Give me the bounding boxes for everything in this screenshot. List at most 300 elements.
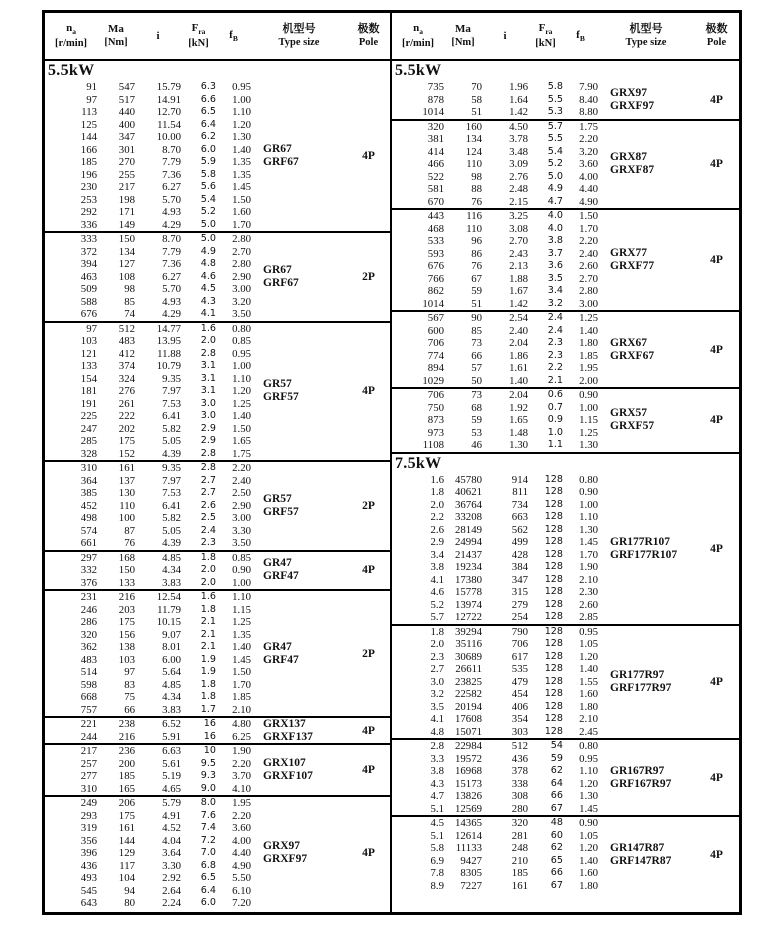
cell-na: 600 — [427, 324, 444, 337]
header-symbol — [444, 22, 482, 36]
header-symbol-text: 极数 — [357, 23, 380, 36]
cell-na: 113 — [81, 106, 97, 118]
cell-fb: 2.20 — [232, 462, 251, 474]
cell-fra: 64 — [550, 777, 563, 789]
cell-i: 2.04 — [509, 389, 528, 401]
cell-fra: 6.5 — [200, 872, 216, 883]
cell-i: 4.93 — [162, 206, 181, 218]
pole-label: 4P — [710, 343, 723, 356]
cell-fb: 1.95 — [579, 362, 598, 374]
cell-fra: 4.5 — [200, 283, 216, 294]
cell-fra: 5.8 — [547, 81, 563, 92]
cell-fra: 2.7 — [200, 487, 216, 498]
cell-ma: 85 — [124, 295, 135, 308]
cell-ma: 165 — [118, 782, 135, 795]
cell-fra: 1.7 — [200, 703, 216, 715]
cell-fra: 2.6 — [200, 499, 216, 511]
cell-fra: 5.5 — [547, 133, 563, 144]
cell-fra: 2.5 — [200, 512, 216, 523]
cell-ma: 26611 — [455, 663, 482, 675]
cell-ma: 412 — [118, 347, 135, 360]
cell-i: 4.04 — [162, 834, 181, 847]
cell-fb: 0.85 — [232, 335, 251, 347]
cell-i: 14.77 — [156, 322, 181, 335]
cell-fb: 3.60 — [579, 158, 598, 170]
cell-fb: 1.85 — [232, 691, 251, 703]
cell-i: 4.29 — [162, 308, 181, 320]
cell-na: 91 — [86, 81, 97, 93]
cell-fra: 5.0 — [200, 233, 216, 244]
cell-fb: 1.80 — [579, 337, 598, 349]
cell-fb: 0.80 — [232, 322, 251, 335]
cell-i: 4.29 — [162, 218, 181, 231]
cell-ma: 124 — [465, 145, 482, 158]
cell-na: 191 — [80, 397, 97, 410]
spec-block — [45, 233, 390, 323]
cell-i: 303 — [511, 725, 528, 738]
cell-na: 3.4 — [430, 548, 444, 561]
cell-fra: 128 — [544, 725, 563, 737]
cell-ma: 11133 — [455, 842, 482, 854]
cell-fra: 8.0 — [200, 797, 216, 808]
header-cell — [135, 29, 181, 43]
header-cell — [598, 22, 694, 50]
cell-fra: 3.0 — [200, 397, 216, 409]
type-size-line: GRXF77 — [610, 260, 655, 272]
header-symbol — [392, 21, 444, 37]
cell-fra: 2.3 — [547, 349, 563, 361]
cell-fb: 0.95 — [579, 752, 598, 765]
cell-na: 581 — [427, 183, 444, 195]
cell-i: 5.70 — [162, 193, 181, 206]
type-size-line: GRF57 — [263, 505, 299, 518]
cell-fb: 2.40 — [579, 247, 598, 260]
cell-fra: 128 — [544, 561, 563, 572]
cell-fra: 128 — [544, 638, 563, 649]
cell-i: 8.01 — [162, 641, 181, 653]
cell-fb: 1.20 — [579, 650, 598, 663]
cell-na: 3.2 — [430, 688, 444, 700]
cell-ma: 98 — [471, 170, 482, 183]
cell-i: 3.83 — [162, 703, 181, 716]
cell-i: 210 — [511, 854, 528, 867]
cell-fra: 6.0 — [200, 897, 216, 908]
cell-fb: 6.10 — [232, 884, 251, 897]
cell-i: 5.82 — [162, 512, 181, 524]
cell-fra: 65 — [550, 854, 563, 866]
cell-fb: 1.25 — [579, 426, 598, 439]
cell-ma: 216 — [118, 591, 135, 603]
cell-i: 3.09 — [509, 158, 528, 170]
cell-i: 2.54 — [509, 312, 528, 324]
type-size-label — [251, 552, 347, 590]
cell-i: 248 — [511, 842, 528, 854]
cell-ma: 90 — [471, 312, 482, 324]
cell-na: 588 — [80, 295, 97, 308]
cell-ma: 15173 — [455, 777, 482, 790]
cell-ma: 76 — [471, 195, 482, 208]
cell-fra: 5.4 — [200, 193, 216, 205]
cell-na: 394 — [80, 258, 97, 270]
header-unit: [r/min] — [401, 38, 435, 50]
cell-ma: 98 — [124, 283, 135, 295]
cell-ma: 22582 — [455, 688, 482, 700]
cell-i: 4.85 — [162, 551, 181, 564]
cell-fra: 2.1 — [200, 641, 216, 652]
cell-i: 4.34 — [162, 564, 181, 576]
cell-na: 643 — [80, 897, 97, 909]
cell-ma: 66 — [124, 703, 135, 716]
cell-fra: 48 — [550, 817, 563, 828]
cell-fb: 1.00 — [579, 401, 598, 414]
cell-na: 414 — [427, 145, 444, 158]
cell-i: 378 — [511, 765, 528, 777]
cell-fra: 2.0 — [200, 335, 216, 346]
cell-ma: 161 — [118, 822, 135, 834]
cell-na: 466 — [427, 158, 444, 170]
cell-ma: 171 — [118, 206, 135, 218]
cell-fb: 4.90 — [579, 195, 598, 208]
cell-i: 1.40 — [509, 374, 528, 387]
cell-i: 8.70 — [162, 233, 181, 245]
cell-na: 676 — [80, 308, 97, 320]
cell-fra: 2.4 — [547, 324, 563, 336]
cell-fra: 1.8 — [200, 678, 216, 690]
cell-ma: 20194 — [455, 700, 482, 713]
cell-ma: 149 — [118, 218, 135, 231]
cell-ma: 80 — [124, 897, 135, 909]
cell-i: 4.50 — [509, 120, 528, 133]
cell-fb: 1.20 — [232, 118, 251, 131]
cell-fra: 62 — [550, 842, 563, 853]
cell-ma: 58 — [471, 93, 482, 106]
type-size-line: GRXF87 — [610, 164, 655, 177]
cell-fb: 2.80 — [579, 285, 598, 297]
cell-i: 428 — [511, 548, 528, 561]
cell-i: 2.13 — [509, 260, 528, 272]
cell-fb: 1.10 — [579, 765, 598, 777]
header-unit: [Nm] — [451, 37, 475, 49]
cell-fra: 6.4 — [200, 118, 216, 130]
cell-i: 3.25 — [509, 210, 528, 222]
cell-fra: 3.8 — [547, 235, 563, 246]
cell-na: 328 — [80, 447, 97, 460]
header-cell — [45, 21, 97, 51]
cell-ma: 110 — [119, 499, 135, 512]
cell-i: 11.54 — [157, 118, 181, 131]
cell-na: 125 — [80, 118, 97, 131]
power-rating-label: 7.5kW — [395, 454, 442, 472]
type-size-line: GRXF57 — [610, 420, 655, 433]
cell-fra: 2.1 — [547, 374, 563, 386]
cell-na: 676 — [427, 260, 444, 272]
cell-ma: 76 — [124, 537, 135, 549]
cell-i: 280 — [511, 802, 528, 815]
type-size-label — [251, 718, 347, 743]
cell-fb: 1.00 — [232, 93, 251, 106]
cell-ma: 36764 — [455, 498, 482, 511]
pole-label: 4P — [710, 158, 723, 171]
cell-ma: 39294 — [455, 625, 482, 638]
cell-fb: 0.90 — [579, 817, 598, 829]
cell-i: 2.48 — [509, 183, 528, 195]
cell-fb: 0.90 — [232, 564, 251, 576]
cell-na: 4.3 — [430, 777, 444, 790]
header-unit: [Nm] — [104, 37, 128, 49]
cell-na: 598 — [80, 678, 97, 691]
cell-ma: 156 — [118, 628, 135, 641]
cell-fb: 4.40 — [579, 183, 598, 195]
cell-fb: 1.40 — [232, 143, 251, 156]
cell-ma: 17380 — [455, 573, 482, 586]
pole-label: 4P — [710, 542, 723, 555]
cell-ma: 400 — [118, 118, 135, 131]
cell-ma: 517 — [118, 93, 135, 106]
cell-i: 4.39 — [162, 537, 181, 549]
cell-na: 1014 — [422, 106, 444, 118]
cell-fra: 128 — [544, 523, 563, 535]
cell-ma: 161 — [118, 462, 135, 474]
cell-na: 320 — [80, 628, 97, 641]
cell-ma: 86 — [471, 247, 482, 260]
type-size-line: GRX97 — [263, 840, 301, 853]
cell-ma: 97 — [124, 666, 135, 678]
header-subscript: ra — [545, 27, 553, 37]
header-symbol-text: 机型号 — [629, 23, 663, 36]
cell-na: 121 — [80, 347, 97, 360]
cell-na: 873 — [427, 414, 444, 426]
cell-fra: 7.0 — [200, 847, 216, 858]
type-size-line: GR167R97 — [610, 764, 665, 777]
cell-i: 11.79 — [157, 603, 181, 616]
cell-i: 3.30 — [162, 859, 181, 872]
header-unit: [kN] — [535, 38, 556, 50]
cell-fra: 128 — [544, 611, 563, 622]
cell-ma: 152 — [118, 447, 135, 460]
cell-fra: 5.5 — [547, 93, 563, 105]
cell-ma: 116 — [466, 210, 482, 222]
cell-ma: 59 — [471, 414, 482, 426]
cell-na: 2.0 — [430, 638, 444, 650]
cell-i: 9.35 — [162, 462, 181, 474]
cell-na: 766 — [427, 272, 444, 285]
cell-fb: 3.00 — [579, 297, 598, 310]
cell-fb: 2.20 — [232, 757, 251, 770]
cell-i: 4.39 — [162, 447, 181, 460]
cell-na: 1.8 — [430, 625, 444, 638]
cell-fb: 3.00 — [232, 512, 251, 524]
cell-i: 1.30 — [509, 439, 528, 451]
cell-i: 562 — [511, 523, 528, 536]
cell-fra: 3.5 — [547, 272, 563, 284]
cell-i: 5.82 — [162, 422, 181, 435]
cell-i: 4.93 — [162, 295, 181, 308]
cell-i: 436 — [511, 752, 528, 765]
cell-ma: 57 — [471, 362, 482, 374]
cell-na: 246 — [80, 603, 97, 616]
cell-na: 498 — [80, 512, 97, 524]
cell-ma: 33208 — [455, 511, 482, 523]
pole-label: 4P — [362, 847, 375, 860]
cell-i: 2.92 — [162, 872, 181, 884]
cell-na: 5.1 — [430, 829, 444, 842]
cell-na: 2.0 — [430, 498, 444, 511]
cell-fb: 1.10 — [232, 372, 251, 385]
cell-fb: 3.20 — [232, 295, 251, 308]
cell-ma: 40621 — [455, 486, 482, 498]
spec-block — [45, 462, 390, 552]
cell-fra: 0.9 — [547, 414, 563, 425]
cell-na: 166 — [80, 143, 97, 156]
header-cell — [347, 22, 390, 50]
cell-i: 6.00 — [162, 653, 181, 666]
cell-ma: 35116 — [455, 638, 482, 650]
cell-ma: 202 — [118, 422, 135, 435]
cell-fra: 2.4 — [547, 312, 563, 323]
cell-na: 3.0 — [430, 675, 444, 688]
cell-ma: 22984 — [455, 740, 482, 752]
cell-na: 706 — [427, 389, 444, 401]
cell-i: 320 — [511, 817, 528, 829]
cell-i: 3.64 — [162, 847, 181, 859]
header-symbol-text: f — [576, 29, 580, 42]
cell-fb: 1.00 — [232, 576, 251, 589]
pole-label: 4P — [710, 414, 723, 427]
cell-na: 483 — [80, 653, 97, 666]
type-size-line: GRX57 — [610, 407, 648, 420]
cell-fb: 1.10 — [579, 511, 598, 523]
cell-fb: 7.90 — [579, 81, 598, 93]
cell-fb: 1.90 — [579, 561, 598, 573]
cell-fb: 2.50 — [232, 487, 251, 499]
cell-i: 2.40 — [509, 324, 528, 337]
header-symbol-text: i — [156, 29, 160, 42]
cell-i: 5.91 — [162, 730, 181, 743]
header-unit: Type size — [278, 37, 320, 49]
cell-i: 15.79 — [156, 81, 181, 93]
cell-fra: 2.1 — [200, 616, 216, 627]
cell-i: 185 — [511, 867, 528, 879]
cell-fb: 1.30 — [579, 790, 598, 802]
header-symbol-text: Ma — [108, 23, 124, 36]
type-size-label — [251, 797, 347, 910]
cell-fb: 2.10 — [232, 703, 251, 716]
cell-na: 385 — [80, 487, 97, 499]
cell-na: 376 — [80, 576, 97, 589]
cell-na: 286 — [80, 616, 97, 628]
cell-ma: 28149 — [455, 523, 482, 536]
cell-i: 12.54 — [156, 591, 181, 603]
cell-ma: 301 — [118, 143, 135, 156]
cell-ma: 50 — [471, 374, 482, 387]
cell-i: 734 — [511, 498, 528, 511]
header-cell — [181, 21, 216, 51]
cell-ma: 270 — [118, 156, 135, 168]
type-size-line: GRX87 — [610, 151, 648, 164]
cell-fb: 1.05 — [579, 829, 598, 842]
cell-ma: 261 — [118, 397, 135, 410]
cell-na: 533 — [427, 235, 444, 247]
cell-fra: 1.6 — [200, 591, 216, 602]
cell-ma: 14365 — [455, 817, 482, 829]
header-unit: Type size — [625, 37, 667, 49]
cell-ma: 175 — [118, 616, 135, 628]
cell-na: 97 — [86, 322, 97, 335]
type-size-label — [251, 81, 347, 231]
cell-ma: 175 — [118, 435, 135, 447]
header-cell — [444, 22, 482, 50]
cell-i: 315 — [511, 586, 528, 598]
cell-ma: 12722 — [455, 611, 482, 623]
cell-ma: 74 — [124, 308, 135, 320]
cell-ma: 13826 — [455, 790, 482, 802]
cell-fra: 3.1 — [200, 372, 216, 384]
cell-fra: 66 — [550, 790, 563, 801]
cell-i: 454 — [511, 688, 528, 700]
cell-fra: 4.0 — [547, 222, 563, 234]
cell-fb: 8.40 — [579, 93, 598, 106]
cell-fb: 1.00 — [579, 498, 598, 511]
spec-block — [45, 797, 390, 910]
cell-fb: 4.90 — [232, 859, 251, 872]
header-symbol-text: f — [229, 29, 233, 42]
cell-fra: 128 — [544, 598, 563, 610]
cell-na: 862 — [427, 285, 444, 297]
cell-fb: 1.40 — [232, 410, 251, 422]
cell-ma: 19234 — [455, 561, 482, 573]
cell-fra: 2.8 — [200, 462, 216, 473]
cell-fb: 1.60 — [232, 206, 251, 218]
cell-na: 5.7 — [430, 611, 444, 623]
cell-fb: 3.60 — [232, 822, 251, 834]
cell-ma: 51 — [471, 297, 482, 310]
table-right-column — [392, 13, 739, 912]
cell-ma: 96 — [471, 235, 482, 247]
cell-na: 310 — [80, 782, 97, 795]
spec-block — [392, 121, 739, 211]
cell-fb: 1.25 — [579, 312, 598, 324]
cell-fra: 4.9 — [547, 183, 563, 194]
cell-ma: 66 — [471, 349, 482, 362]
pole-label: 4P — [710, 254, 723, 266]
cell-i: 3.78 — [509, 133, 528, 145]
spec-block — [392, 210, 739, 312]
cell-na: 661 — [80, 537, 97, 549]
cell-fra: 60 — [550, 829, 563, 841]
type-size-line: GRF177R97 — [610, 681, 672, 694]
header-cell — [97, 22, 135, 50]
cell-ma: 87 — [124, 524, 135, 537]
cell-fra: 128 — [544, 548, 563, 560]
cell-na: 5.1 — [430, 802, 444, 815]
cell-na: 468 — [427, 222, 444, 235]
cell-fra: 5.0 — [200, 218, 216, 230]
cell-na: 185 — [80, 156, 97, 168]
cell-i: 663 — [511, 511, 528, 523]
cell-fra: 2.1 — [200, 628, 216, 640]
cell-ma: 144 — [118, 834, 135, 847]
cell-i: 354 — [511, 713, 528, 725]
cell-na: 144 — [80, 131, 97, 143]
cell-i: 5.19 — [162, 770, 181, 782]
cell-fra: 128 — [544, 713, 563, 724]
cell-ma: 88 — [471, 183, 482, 195]
cell-na: 333 — [80, 233, 97, 245]
cell-fb: 2.10 — [579, 713, 598, 725]
pole-label: 2P — [362, 499, 375, 512]
cell-na: 364 — [80, 474, 97, 487]
cell-i: 790 — [511, 625, 528, 638]
